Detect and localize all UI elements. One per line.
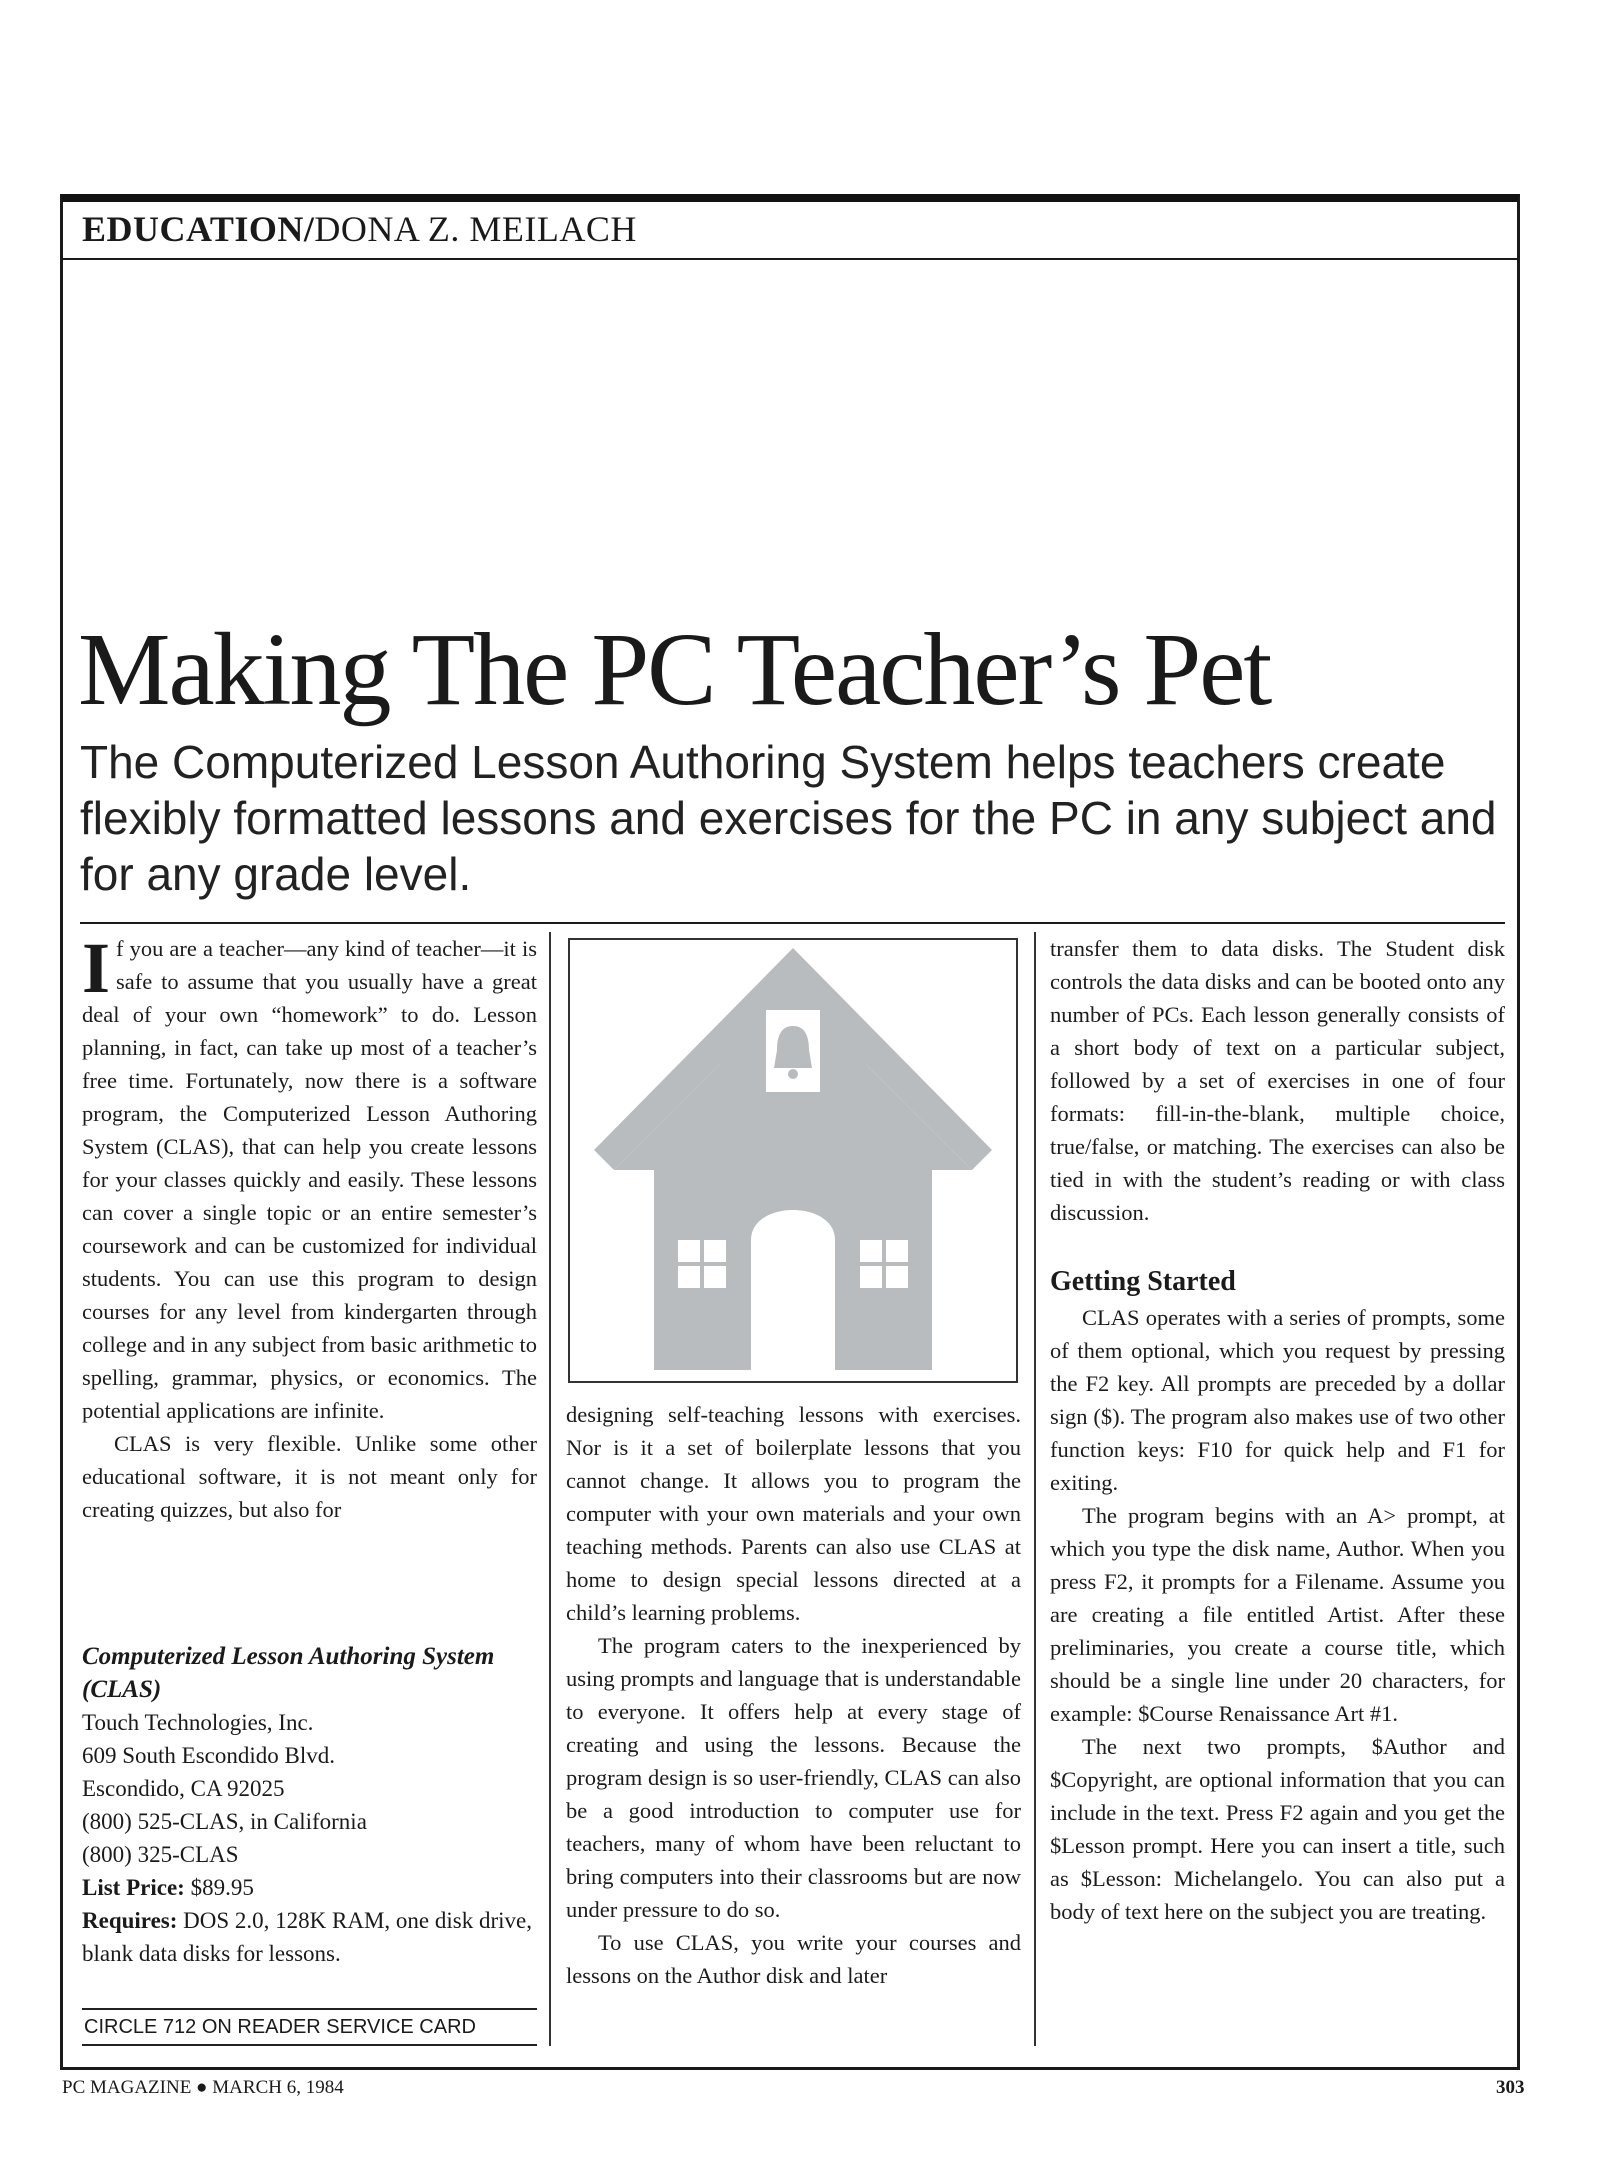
column-2 (566, 1398, 1021, 1992)
paragraph: The program caters to the inexperienced by using prompts and language that is understandable to everyone. It offers help at every stage of creating and using the lessons. Because the program design is so user-friendly, CLAS can also be a good introduction to computer use for teachers, many of whom have been reluctant to bring computers into their classrooms but are now under pressure to do so. (566, 1633, 1021, 1922)
paragraph: The program begins with an A> prompt, at which you type the disk name, Author. When you press F2, it prompts for a Filename. Assume you are creating a file entitled Artist. After these preliminaries, you create a course title, which should be a single line under 20 characters, for example: $Course Renaissance Art #1. (1050, 1503, 1505, 1726)
article-deck: The Computerized Lesson Authoring System helps teachers create flexibly formatted lessons and exercises for the PC in any subject and for any grade level. (80, 736, 1497, 900)
product-name: Computerized Lesson Authoring System (CLAS) (82, 1643, 495, 1703)
footer-publication: PC MAGAZINE ● MARCH 6, 1984 (62, 2077, 344, 2098)
product-requirements (82, 1904, 537, 1970)
author-name: DONA Z. MEILACH (314, 209, 637, 249)
product-company: Touch Technologies, Inc. (82, 1710, 314, 1735)
paragraph: To use CLAS, you write your courses and lessons on the Author disk and later (566, 1930, 1021, 1988)
article-title: Making The PC Teacher’s Pet (78, 612, 1271, 727)
column-1 (82, 928, 537, 1526)
deck-rule (80, 922, 1505, 924)
section-kicker (82, 208, 637, 250)
paragraph: designing self-teaching lessons with exercises. Nor is it a set of boilerplate lessons that you cannot change. It allows you to program the computer with your own materials and your own teaching methods. Parents can also use CLAS at home to design special lessons directed at a child’s learning problems. (566, 1402, 1021, 1625)
schoolhouse-illustration (568, 938, 1018, 1383)
paragraph: The next two prompts, $Author and $Copyright, are optional information that you can include in the text. Press F2 again and you get the $Lesson prompt. Here you can insert a title, such as $Lesson: Michelangelo. You can also put a body of text here on the subject you are treating. (1050, 1734, 1505, 1924)
paragraph: CLAS is very flexible. Unlike some other educational software, it is not meant only for creating quizzes, but also for (82, 1431, 537, 1522)
page-number: 303 (1496, 2077, 1525, 2098)
column-3 (1050, 932, 1505, 1928)
product-phone-2: (800) 325-CLAS (82, 1842, 239, 1867)
subhead-getting-started: Getting Started (1050, 1266, 1236, 1297)
product-city: Escondido, CA 92025 (82, 1776, 285, 1801)
paragraph: CLAS operates with a series of prompts, some of them optional, which you request by pressing the F2 key. All prompts are preceded by a dollar sign ($). The program also makes use of two other function keys: F10 for quick help and F1 for exiting. (1050, 1305, 1505, 1495)
paragraph (82, 928, 537, 1427)
column-rule-1 (549, 932, 551, 2046)
product-price (82, 1871, 537, 1904)
product-phone-1: (800) 525-CLAS, in California (82, 1809, 367, 1834)
requires-label: Requires: (82, 1908, 178, 1933)
paragraph: transfer them to data disks. The Student disk controls the data disks and can be booted onto any number of PCs. Each lesson generally consists of a short body of text on a particular subject, followed by a set of exercises in one of four formats: fill-in-the-blank, multiple choice, true/false, or matching. The exercises can also be tied in with the student’s reading or with class discussion. (1050, 936, 1505, 1225)
price-value: $89.95 (190, 1875, 254, 1900)
column-rule-2 (1034, 932, 1036, 2046)
schoolhouse-icon (570, 940, 1016, 1381)
requires-value: DOS 2.0, 128K RAM, one disk drive, blank data disks for lessons. (82, 1908, 532, 1966)
reader-service-card: CIRCLE 712 ON READER SERVICE CARD (82, 2008, 537, 2046)
product-info-box (82, 1640, 537, 1970)
paragraph-text: f you are a teacher—any kind of teacher—it is safe to assume that you usually have a great deal of your own “homework” to do. Lesson planning, in fact, can take up most of a teacher’s free time. Fortunately, now there is a software program, the Computerized Lesson Authoring System (CLAS), that can help you create lessons for your classes quickly and easily. These lessons can cover a single topic or an entire semester’s coursework and can be customized for individual students. You can use this program to design courses for any level from kindergarten through college and in any subject from basic arithmetic to spelling, grammar, physics, or economics. The potential applications are infinite. (82, 936, 537, 1423)
section-label: EDUCATION/ (82, 209, 315, 249)
product-street: 609 South Escondido Blvd. (82, 1743, 336, 1768)
drop-cap: I (82, 928, 111, 1008)
price-label: List Price: (82, 1875, 185, 1900)
kicker-rule (60, 258, 1520, 260)
